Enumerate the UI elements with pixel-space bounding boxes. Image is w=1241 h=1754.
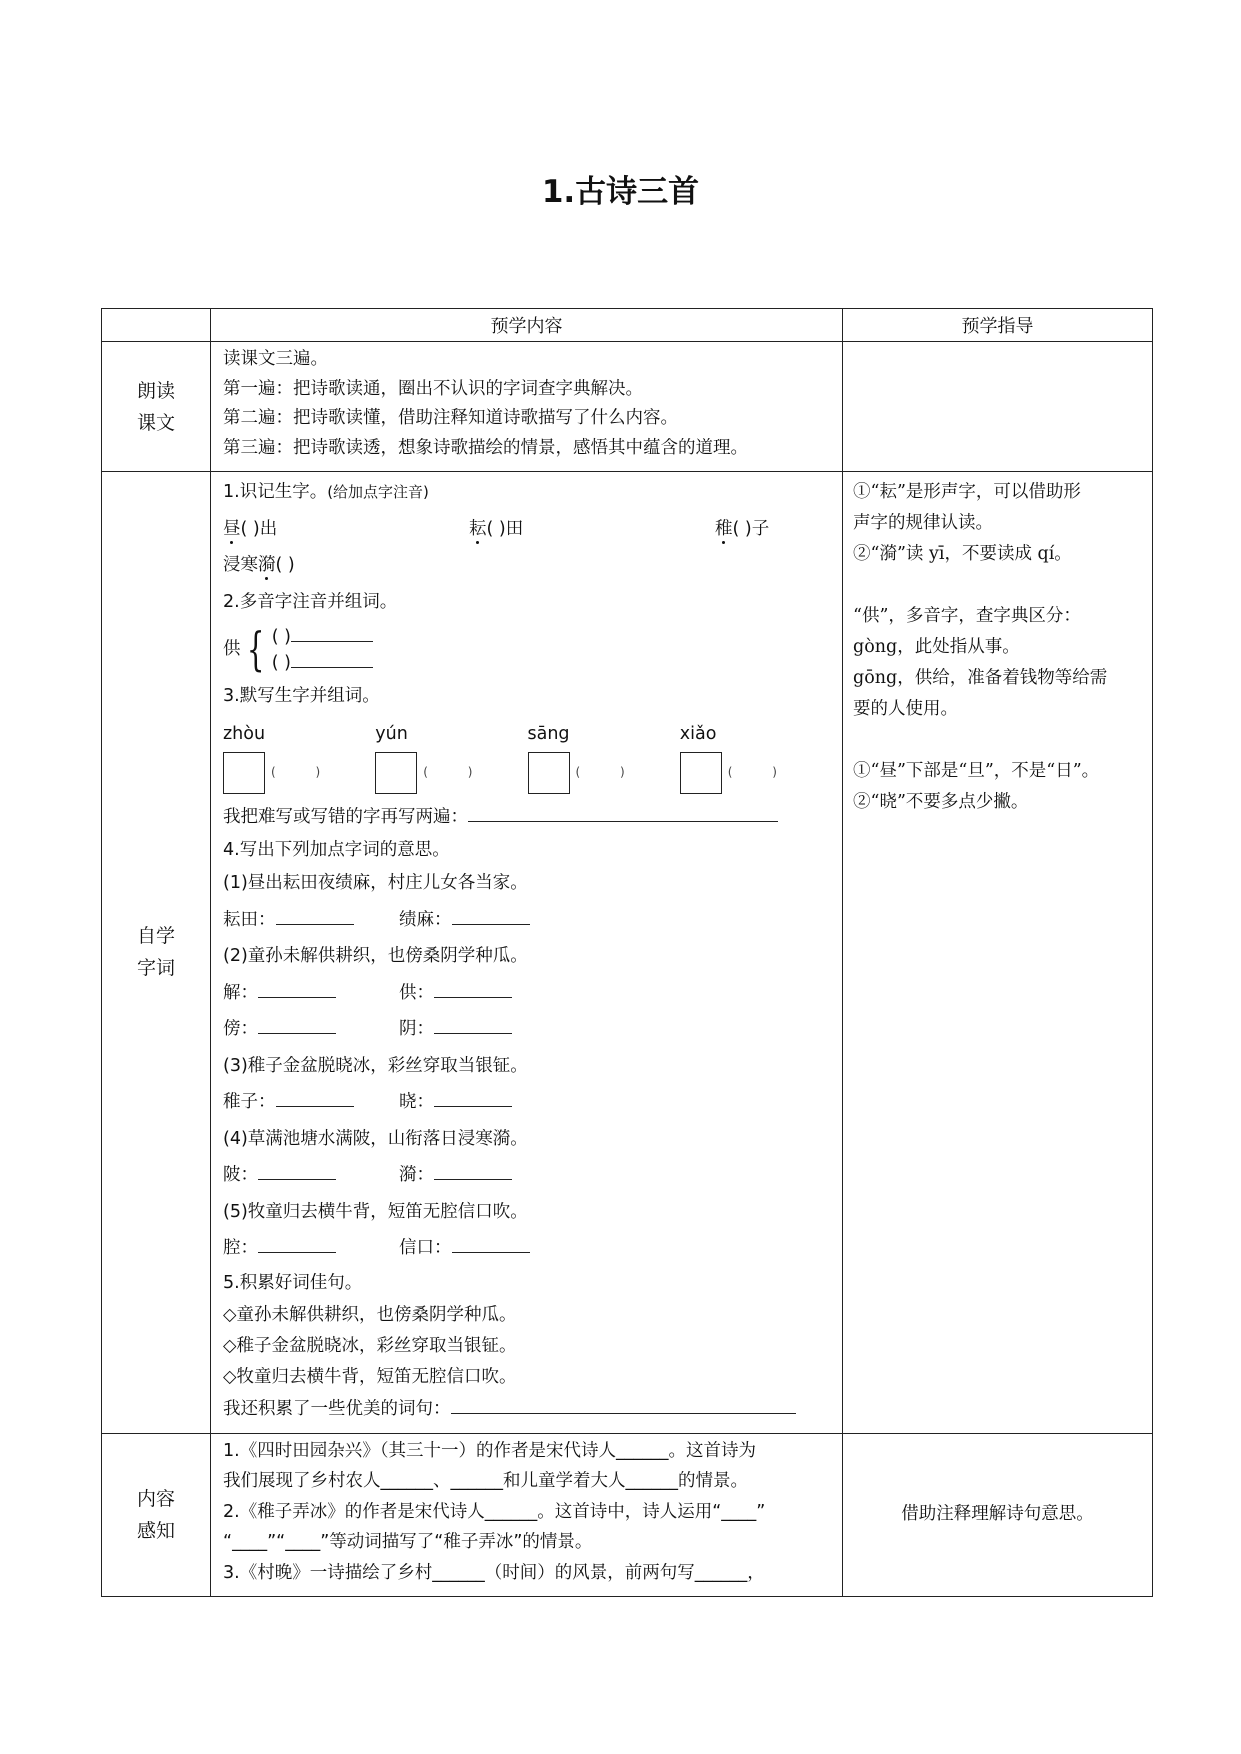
reading-line: 第一遍：把诗歌读通，圈出不认识的字词查字典解决。 — [223, 378, 643, 399]
q4-blanks: 稚子： 晓： — [223, 1084, 832, 1121]
writing-box[interactable] — [223, 752, 265, 794]
q4-blanks: 陂： 漪： — [223, 1157, 832, 1194]
q4-blanks: 解： 供： — [223, 975, 832, 1012]
q4-sentence: (3)稚子金盆脱晓冰，彩丝穿取当银钲。 — [223, 1055, 528, 1076]
q5-item: ◇牧童归去横牛背，短笛无腔信口吹。 — [223, 1366, 517, 1387]
answer-blank[interactable] — [276, 1086, 354, 1107]
header-content: 预学内容 — [211, 309, 843, 342]
q4-title: 4.写出下列加点字词的意思。 — [223, 840, 450, 860]
q2-title: 2.多音字注音并组词。 — [223, 591, 398, 612]
q5-item: ◇童孙未解供耕织，也傍桑阴学种瓜。 — [223, 1304, 517, 1325]
preview-table — [101, 308, 1153, 1597]
answer-blank[interactable] — [434, 977, 512, 998]
writing-box[interactable] — [528, 752, 570, 794]
rewrite-line: 我把难写或写错的字再写两遍： — [223, 799, 832, 836]
q5-more: 我还积累了一些优美的词句： — [223, 1393, 832, 1425]
answer-blank[interactable] — [434, 1159, 512, 1180]
header-guide: 预学指导 — [843, 309, 1153, 342]
page-title: 1.古诗三首 — [541, 174, 700, 210]
answer-blank[interactable] — [291, 623, 373, 642]
row-label-vocabulary: 自学 字词 — [102, 472, 211, 1434]
q3-title: 3.默写生字并组词。 — [223, 686, 380, 706]
answer-blank[interactable] — [434, 1086, 512, 1107]
q4-sentence: (1)昼出耘田夜绩麻，村庄儿女各当家。 — [223, 873, 528, 893]
writing-box[interactable] — [375, 752, 417, 794]
row-label-comprehension: 内容 感知 — [102, 1433, 211, 1597]
header-blank — [102, 309, 211, 342]
row-label-reading: 朗读 课文 — [102, 342, 211, 472]
table-row-comprehension — [102, 1433, 1153, 1597]
q4-sentence: (2)童孙未解供耕织，也傍桑阴学种瓜。 — [223, 946, 528, 966]
answer-blank[interactable] — [258, 1013, 336, 1034]
brace-icon: { — [246, 622, 264, 676]
answer-blank[interactable] — [258, 1232, 336, 1253]
vocabulary-content — [211, 472, 843, 1434]
q5-title: 5.积累好词佳句。 — [223, 1272, 363, 1293]
comprehension-guide: 借助注释理解诗句意思。 — [843, 1433, 1153, 1597]
table-row-reading — [102, 342, 1153, 472]
answer-blank[interactable] — [452, 1232, 530, 1253]
reading-content — [211, 342, 843, 472]
comprehension-content: 1.《四时田园杂兴》（其三十一）的作者是宋代诗人______。这首诗为 我们展现了乡村农人______、______和儿童学着大人______的情景。 2.《稚子弄冰》的作者是宋代诗人______。这首诗中，诗人运用“____” “____”“____”等动词描写了“稚子弄冰”的情景。 3.《村晚》一诗描绘了乡村______（时间）的风景，前两句写______， — [211, 1433, 843, 1597]
writing-box[interactable] — [680, 752, 722, 794]
answer-blank[interactable] — [258, 1159, 336, 1180]
q4-blanks: 耘田： 绩麻： — [223, 902, 832, 939]
answer-blank[interactable] — [451, 1393, 796, 1414]
q4-blanks: 腔： 信口： — [223, 1230, 832, 1267]
reading-line: 第二遍：把诗歌读懂，借助注释知道诗歌描写了什么内容。 — [223, 408, 678, 428]
answer-blank[interactable] — [434, 1013, 512, 1034]
vocabulary-guide: ①“耘”是形声字，可以借助形 声字的规律认读。 ②“漪”读 yī，不要读成 qí。 “供”，多音字，查字典区分： gòng，此处指从事。 gōng，供给，准备着钱物等给需 要的人使用。 ①“昼”下部是“旦”，不是“日”。 ②“晓”不要多点少撇。 — [843, 472, 1153, 1434]
q4-blanks: 傍： 阴： — [223, 1011, 832, 1048]
q1-item4: 浸寒漪( ) — [223, 555, 295, 575]
answer-blank[interactable] — [258, 977, 336, 998]
reading-line: 第三遍：把诗歌读透，想象诗歌描绘的情景，感悟其中蕴含的道理。 — [223, 437, 748, 458]
pinyin-row: zhòu yún sāng xiǎo — [223, 723, 717, 744]
answer-blank[interactable] — [452, 904, 530, 925]
q4-sentence: (5)牧童归去横牛背，短笛无腔信口吹。 — [223, 1201, 528, 1222]
q5-item: ◇稚子金盆脱晓冰，彩丝穿取当银钲。 — [223, 1335, 517, 1356]
polyphone-block: 供 { ( ) ( ) — [223, 620, 832, 678]
answer-blank[interactable] — [276, 904, 354, 925]
q1-items: 昼( )出 耘( )田 稚( )子 — [223, 518, 770, 539]
table-row-vocabulary — [102, 472, 1153, 1434]
writing-boxes: ( ) ( ) ( ) ( ) — [223, 749, 832, 797]
q4-sentence: (4)草满池塘水满陂，山衔落日浸寒漪。 — [223, 1128, 528, 1149]
q1-title: 1.识记生字。(给加点字注音) — [223, 482, 429, 502]
answer-blank[interactable] — [291, 649, 373, 668]
table-header-row — [102, 309, 1153, 342]
answer-blank[interactable] — [468, 801, 778, 822]
reading-line: 读课文三遍。 — [223, 349, 328, 369]
reading-guide — [843, 342, 1153, 472]
